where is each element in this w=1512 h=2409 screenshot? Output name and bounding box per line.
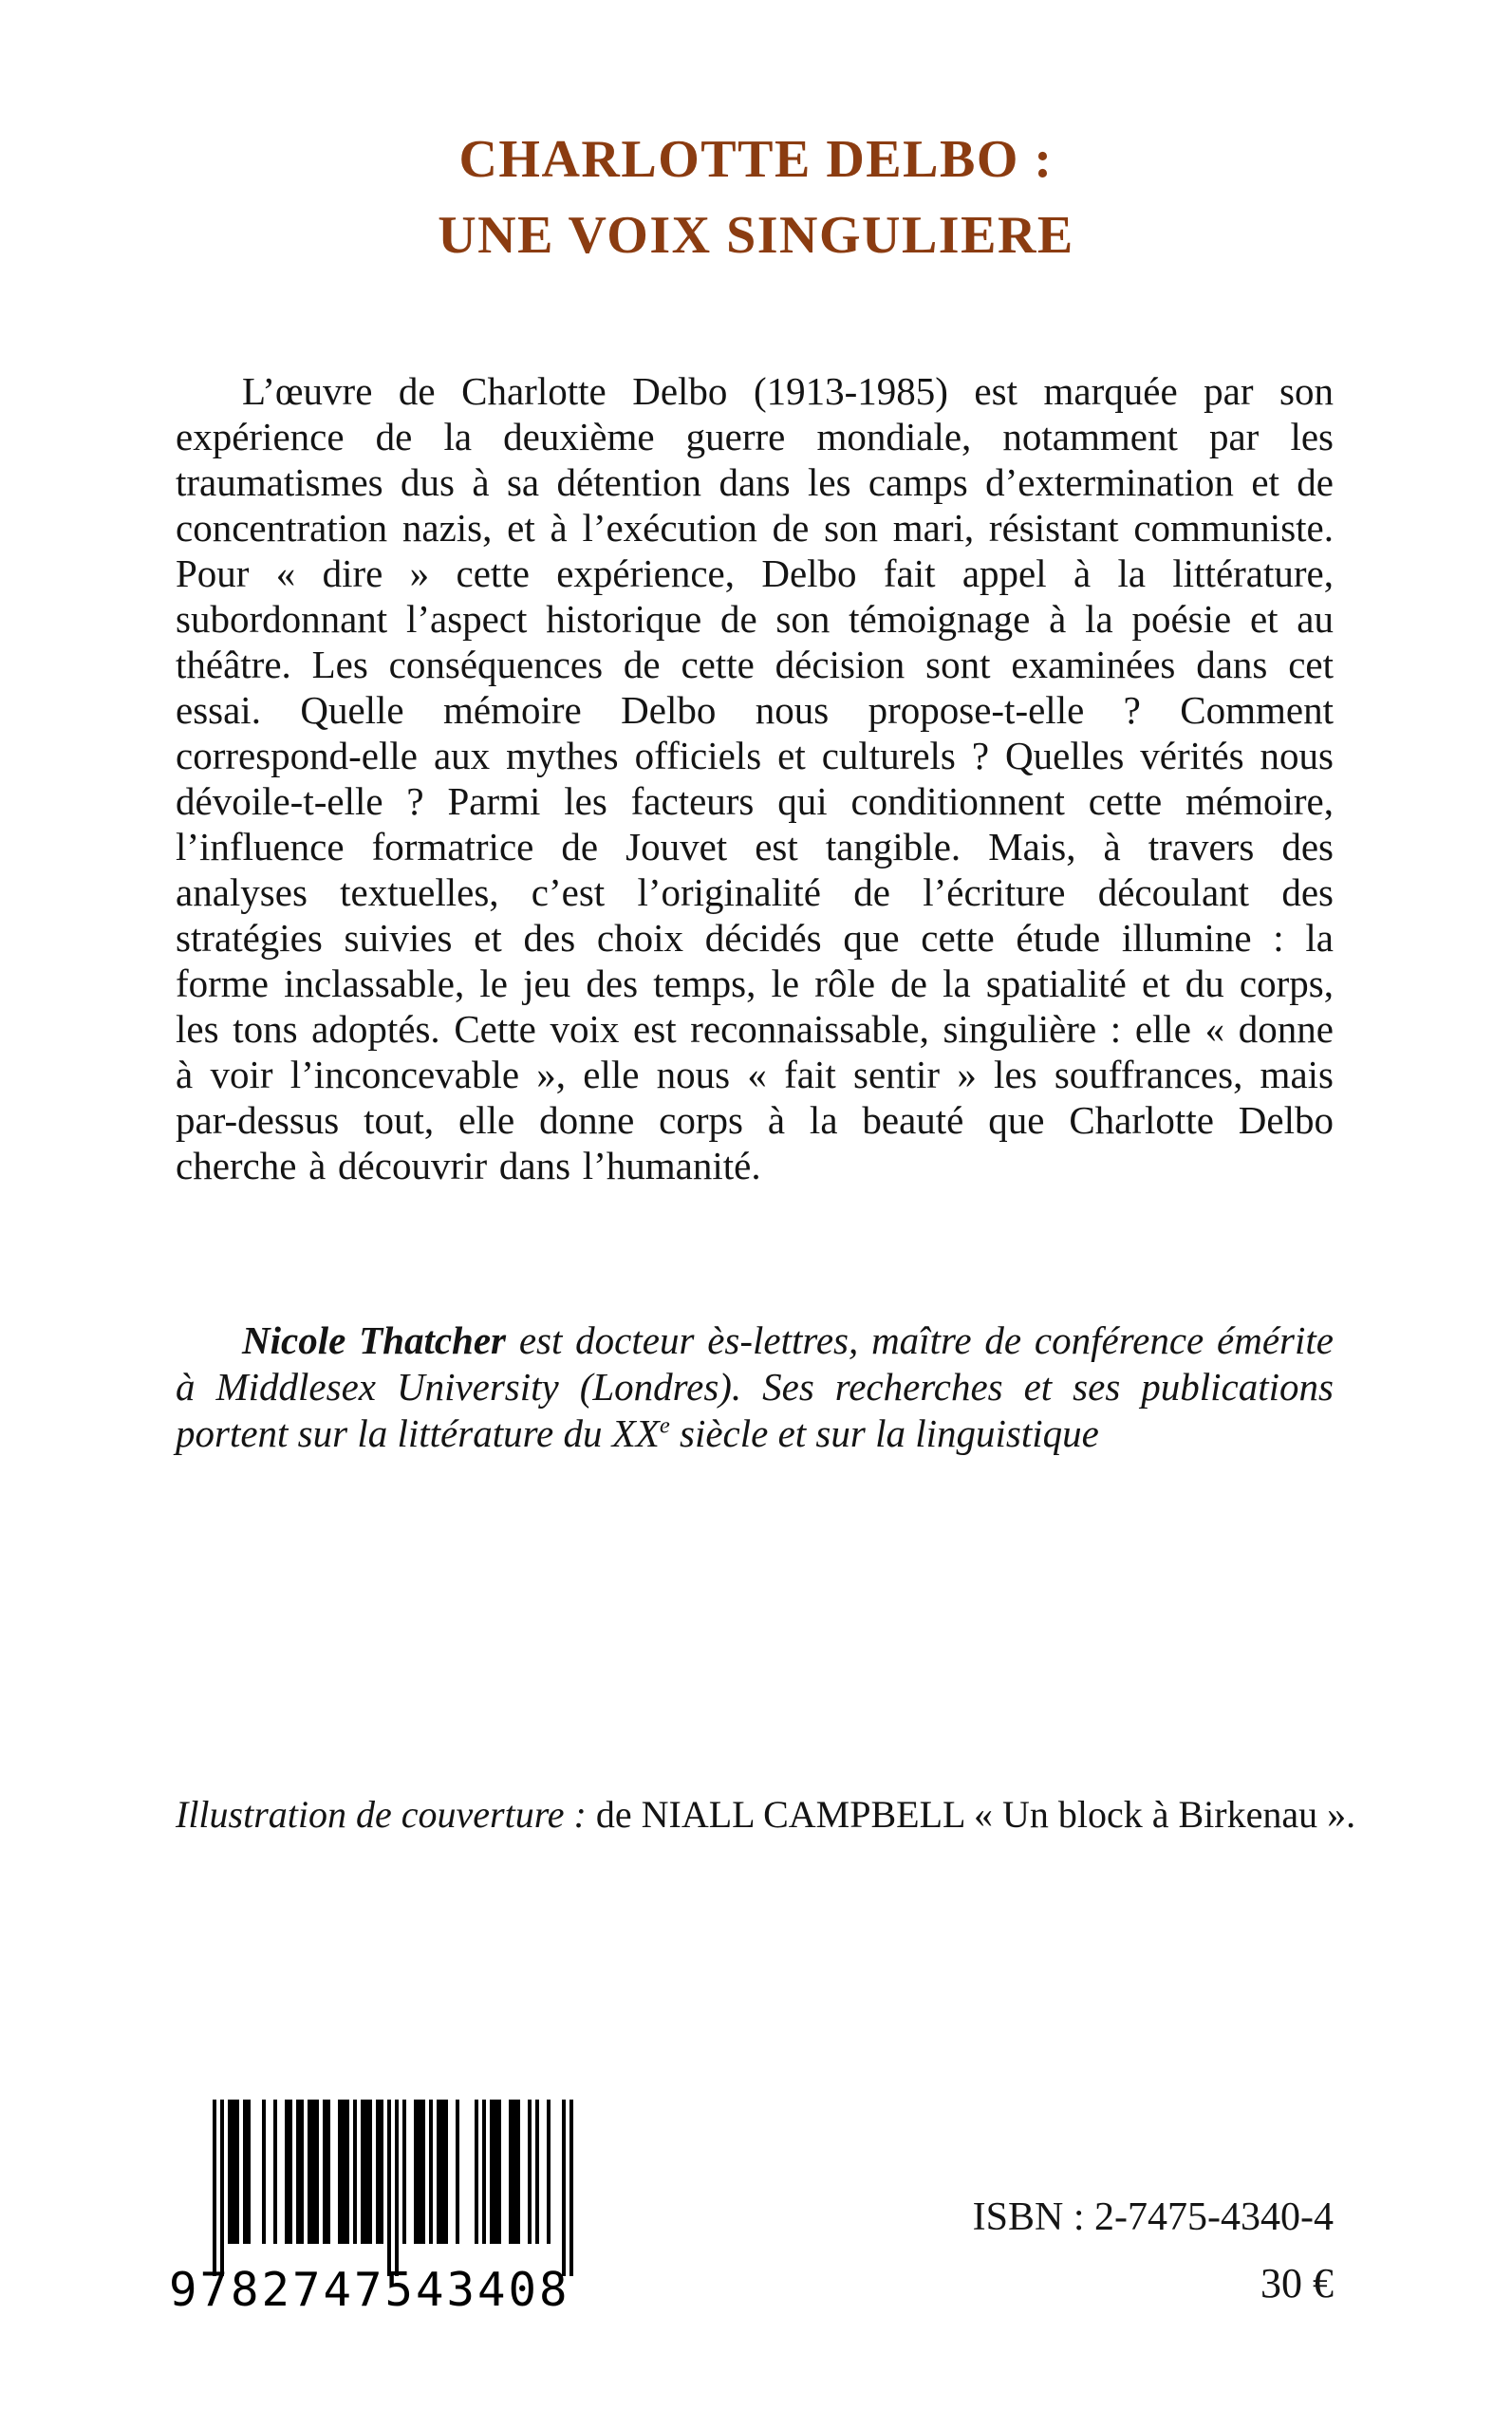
synopsis-paragraph: L’œuvre de Charlotte Delbo (1913-1985) est marquée par son expérience de la deuxième guerre mondiale, notamment par les traumatismes dus à sa détention dans les camps d’extermination et de concentration nazis, et à l’exécution de son mari, résistant communiste. Pour « dire » cette expérience, Delbo fait appel à la littérature, subordonnant l’aspect historique de son témoignage à la poésie et au théâtre. Les conséquences de cette décision sont examinées dans cet essai. Quelle mémoire Delbo nous propose-t-elle ? Comment correspond-elle aux mythes officiels et culturels ? Quelles vérités nous dévoile-t-elle ? Parmi les facteurs qui conditionnent cette mémoire, l’influence formatrice de Jouvet est tangible. Mais, à travers des analyses textuelles, c’est l’originalité de l’écriture découlant des stratégies suivies et des choix décidés que cette étude illumine : la forme inclassable, le jeu des temps, le rôle de la spatialité et du corps, les tons adoptés. Cette voix est reconnaissable, singulière : elle « donne à voir l’inconcevable », elle nous « fait sentir » les souffrances, mais par-dessus tout, elle donne corps à la beauté que Charlotte Delbo cherche à découvrir dans l’humanité. (176, 369, 1334, 1187)
bio-text-part2: siècle et sur la linguistique (669, 1411, 1099, 1455)
cover-credit-label: Illustration de couverture : (176, 1793, 587, 1836)
cover-credit-text: de NIALL CAMPBELL « Un block à Birkenau ». (586, 1793, 1356, 1836)
book-title-line2: UNE VOIX SINGULIERE (438, 206, 1074, 265)
bio-superscript: e (659, 1412, 670, 1439)
book-title-line1: CHARLOTTE DELBO : (458, 130, 1054, 189)
book-title (0, 121, 1512, 273)
author-bio (176, 1317, 1334, 1457)
cover-credit (176, 1792, 1372, 1837)
author-name: Nicole Thatcher (242, 1318, 506, 1362)
bio-text-part1: est docteur ès-lettres, maître de conférence émérite à Middlesex University (Londres). Ses recherches et ses publications portent sur la littérature du XX (176, 1318, 1334, 1455)
price-text: 30 € (1260, 2260, 1334, 2306)
barcode (169, 2100, 644, 2317)
barcode-digits: 9782747543408 (169, 2263, 570, 2317)
isbn-text: ISBN : 2-7475-4340-4 (972, 2195, 1334, 2239)
ean-barcode-icon (213, 2100, 573, 2276)
